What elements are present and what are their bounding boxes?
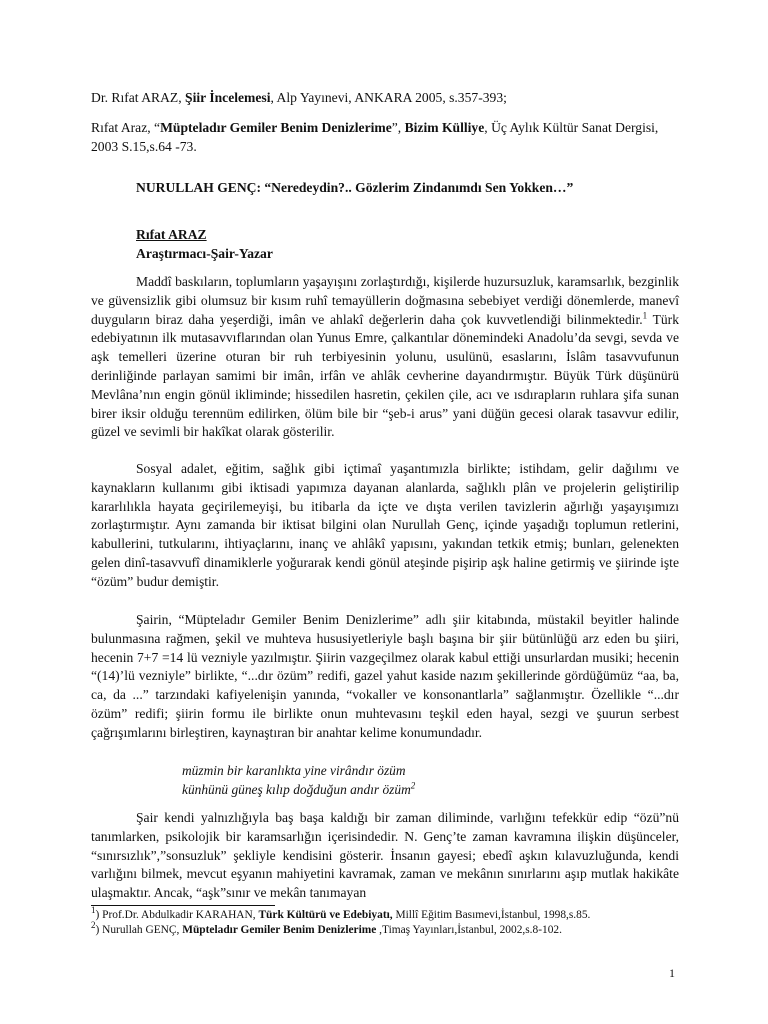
footnote-divider (91, 905, 275, 906)
footnote-1-publisher: Millî Eğitim Basımevi,İstanbul, 1998,s.85. (392, 909, 591, 921)
author-block (136, 226, 273, 264)
article-title: NURULLAH GENÇ: “Neredeydin?.. Gözlerim Zindanımdı Sen Yokken…” (136, 180, 574, 195)
footnote-1-title: Türk Kültürü ve Edebiyatı, (258, 909, 393, 921)
ref2-author: Rıfat Araz, “ (91, 120, 161, 135)
ref1-publisher: , Alp Yayınevi, ANKARA 2005, s.357-393; (270, 90, 507, 105)
ref2-details: , Üç Aylık Kültür Sanat Dergisi, 2003 S.15,s.64 -73. (91, 120, 659, 154)
footnote-2-title: Müpteladır Gemiler Benim Denizlerime (182, 924, 377, 936)
footnote-2-author: ) Nurullah GENÇ, (95, 924, 183, 936)
footnote-ref-1: 1 (642, 310, 648, 321)
paragraph-1-text-b: Türk edebiyatının ilk mutasavvıflarından olan Yunus Emre, çalkantılar dönemindeki Anadolu’da sevgi, sevda ve aşk temelleri üzerine oturan bir ruh terbiyesinin yolunu, usulünü, esaslarını, İslâm tasavvufunun derinliğinde parlayan samimi bir imân, irfân ve ahlâk cevherine dayandırmıştır. Büyük Türk düşünürü Mevlâna’nın engin gönül ikliminde; hissedilen hasretin, çekilen çile, acı ve ısdırapların ruhlara şifa sunan birer iksir olduğu terennüm edilirken, ölüm bile bir “şeb-i arus” yani düğün gecesi olarak tasavvur edilir, güzel ve sevimli bir hakîkat olarak gösterilir. (91, 311, 679, 440)
ref1-author: Dr. Rıfat ARAZ, (91, 90, 186, 105)
reference-line-2 (91, 119, 679, 157)
ref2-book-title: Müpteladır Gemiler Benim Denizlerime (160, 120, 392, 135)
footnote-2-publisher: ,Timaş Yayınları,İstanbul, 2002,s.8-102. (376, 924, 562, 936)
poem-line-2-wrap (182, 781, 415, 800)
ref1-book-title: Şiir İncelemesi (185, 90, 271, 105)
paragraph-4: Şair kendi yalnızlığıyla baş başa kaldığı bir zaman diliminde, varlığını tefekkür edip “özü”nü tanımlarken, psikolojik bir karamsarlığın içerisindedir. N. Genç’te zaman kavramına ilişkin düşünceler, “sınırsızlık”,”sonsuzluk” şekliyle kendisini gösterir. İnsanın gayesi; ebedî aşkın kılavuzluğunda, kendi varlığını bilmek, mevcut eşyanın mahiyetini kavramak, zaman ve mekânın sınırlarını aşıp mutlak hakikâte ulaşmaktır. Ancak, “aşk”sınır ve mekân tanımayan (91, 810, 679, 901)
poem-excerpt (182, 762, 415, 799)
footnote-1-author: ) Prof.Dr. Abdulkadir KARAHAN, (95, 909, 259, 921)
paragraph-3: Şairin, “Müpteladır Gemiler Benim Denizlerime” adlı şiir kitabında, müstakil beyitler halinde bulunmasına rağmen, şekil ve muhteva hususiyetleriyle başlı başına bir şiir bütünlüğü arz eden bu şiiri, hecenin 7+7 =14 lü vezniyle yazılmıştır. Şiirin vazgeçilmez olarak kabul ettiği unsurlardan musiki; hecenin “(14)’lü vezniyle” birlikte, “...dır özüm” redifi, gazel yahut kaside nazım şekillerinde gördüğümüz “aa, ba, ca, da ...” tarzındaki kafiyelenişin yanında, “vokaller ve konsonantlarla” sağlanmıştır. Özellikle “...dır özüm” redifi; şiirin formu ile birlikte onun muhtevasını teşkil eden hayal, sezgi ve şuurun serbest çağrışımlarını birleştiren, kaynaştıran bir anahtar kelime konumundadır. (91, 612, 679, 740)
ref2-journal: Bizim Külliye (404, 120, 485, 135)
footnote-2 (91, 920, 691, 938)
author-name: Rıfat ARAZ (136, 227, 207, 242)
ref2-separator: ”, (391, 120, 405, 135)
poem-line-2: künhünü güneş kılıp doğduğun andır özüm (182, 781, 411, 797)
author-role: Araştırmacı-Şair-Yazar (136, 245, 273, 261)
page-number: 1 (669, 966, 675, 980)
footnote-1-number: 1 (91, 905, 96, 916)
footnote-ref-2: 2 (410, 780, 416, 791)
paragraph-1 (91, 273, 679, 442)
poem-line-1: müzmin bir karanlıkta yine virândır özüm (182, 763, 406, 778)
reference-line-1 (91, 89, 679, 108)
footnote-2-number: 2 (91, 920, 96, 931)
paragraph-1-text-a: Maddî baskıların, toplumların yaşayışını zorlaştırdığı, kişilerde huzursuzluk, karamsarlık, bezginlik ve güvensizlik gibi olumsuz bir kısım ruhî temayüllerin doğmasına sebebiyet verdiği dönemlerde, manevî duyguların biraz daha yeşerdiği, imân ve ahlakî değerlerin daha çok kuvvetlendiği bilinmektedir. (91, 274, 679, 327)
footnote-1 (91, 905, 691, 923)
paragraph-2: Sosyal adalet, eğitim, sağlık gibi içtimaî yaşantımızla birlikte; istihdam, gelir dağılımı ve kaynakların kullanımı gibi iktisadi yapımıza dayanan alanlarda, sağlıklı plân ve projelerin geliştirilip kararlılıkla hayata geçirilemeyişi, bu itibarla da içte ve dışta verilen tavizlerin ağırlığı yaşayışımızı zorlaştırmıştır. Aynı zamanda bir iktisat bilgini olan Nurullah Genç, içinde yaşadığı toplumun retlerini, kabullerini, tutkularını, ihtiyaçlarını, inanç ve ahlâkî yapısını, yakından tetkik etmiş; bunları, gelenekten gelen dinî-tasavvufî dinamiklerle yoğurarak kendi gönül ateşinde pişirip aşk haline getirmiş ve şiirinde işte “özüm” budur demiştir. (91, 461, 679, 589)
